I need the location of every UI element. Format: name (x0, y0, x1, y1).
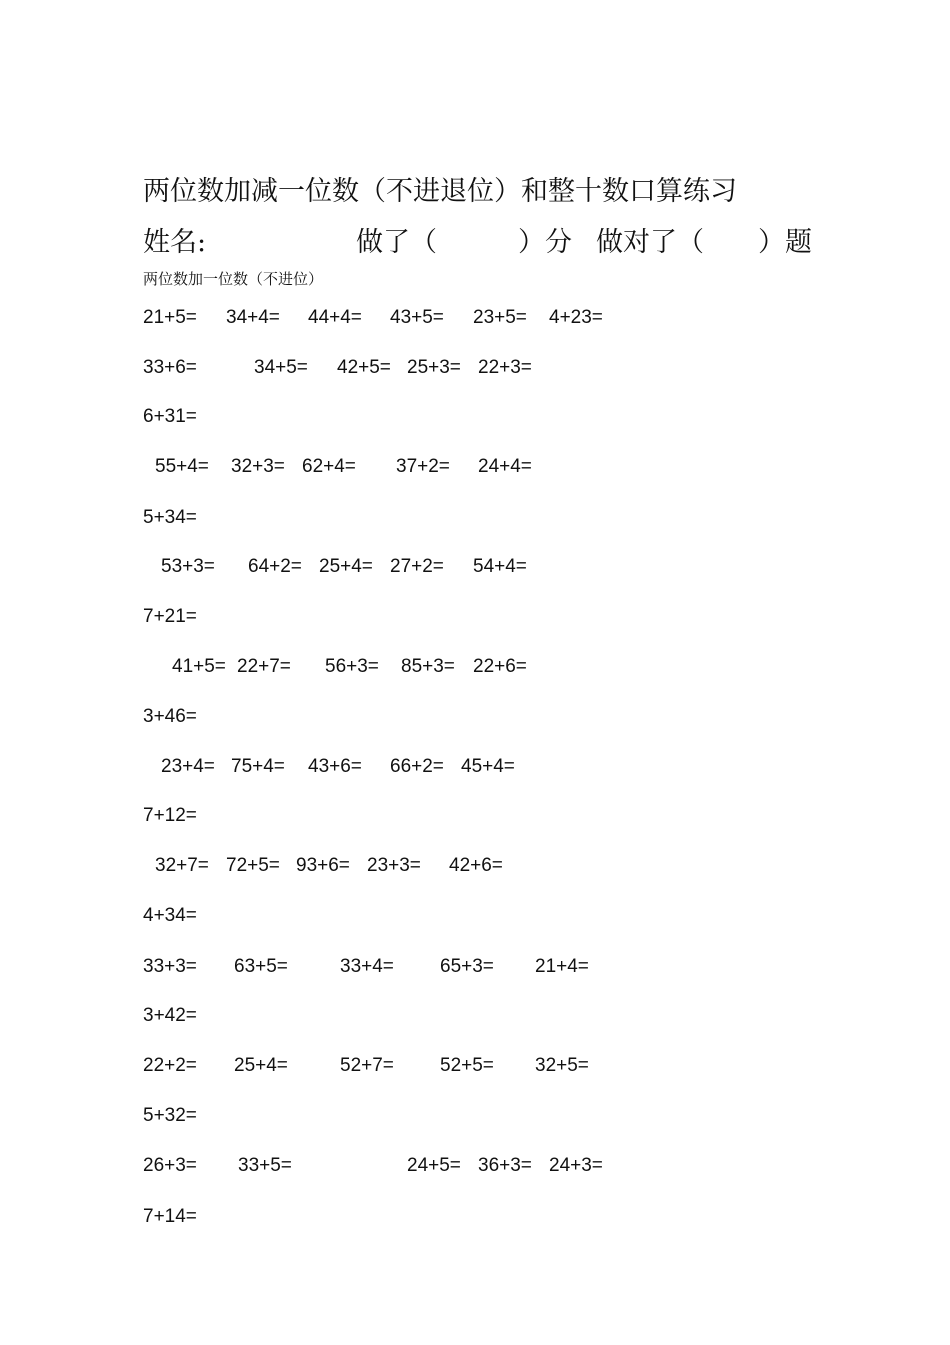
math-problem: 23+3= (367, 855, 421, 876)
math-problem: 4+23= (549, 307, 603, 328)
math-problem: 33+4= (340, 956, 394, 977)
problem-row (0, 853, 700, 879)
section-title: 两位数加一位数（不进位） (143, 270, 324, 288)
math-problem: 24+5= (407, 1155, 461, 1176)
problem-row (0, 554, 700, 580)
math-problem: 4+34= (143, 905, 197, 926)
math-problem: 22+2= (143, 1055, 197, 1076)
math-problem: 24+4= (478, 456, 532, 477)
math-problem: 52+5= (440, 1055, 494, 1076)
problem-row (0, 1003, 700, 1029)
math-problem: 26+3= (143, 1155, 197, 1176)
problem-row (0, 1204, 700, 1230)
math-problem: 54+4= (473, 556, 527, 577)
problem-row (0, 704, 700, 730)
math-problem: 33+5= (238, 1155, 292, 1176)
problem-row (0, 903, 700, 929)
problem-row (0, 654, 700, 680)
math-problem: 5+34= (143, 507, 197, 528)
problem-row (0, 1103, 700, 1129)
math-problem: 22+6= (473, 656, 527, 677)
math-problem: 56+3= (325, 656, 379, 677)
problem-row (0, 803, 700, 829)
math-problem: 22+3= (478, 357, 532, 378)
math-problem: 3+46= (143, 706, 197, 727)
math-problem: 27+2= (390, 556, 444, 577)
math-problem: 25+4= (234, 1055, 288, 1076)
math-problem: 23+4= (161, 756, 215, 777)
problem-row (0, 754, 700, 780)
math-problem: 34+4= (226, 307, 280, 328)
problem-row (0, 355, 700, 381)
math-problem: 62+4= (302, 456, 356, 477)
math-problem: 33+6= (143, 357, 197, 378)
math-problem: 6+31= (143, 406, 197, 427)
math-problem: 41+5= (172, 656, 226, 677)
math-problem: 32+7= (155, 855, 209, 876)
math-problem: 63+5= (234, 956, 288, 977)
math-problem: 32+3= (231, 456, 285, 477)
math-problem: 37+2= (396, 456, 450, 477)
math-problem: 42+6= (449, 855, 503, 876)
page-title: 两位数加减一位数（不进退位）和整十数口算练习 (143, 176, 737, 207)
math-problem: 34+5= (254, 357, 308, 378)
problem-row (0, 604, 700, 630)
math-problem: 43+5= (390, 307, 444, 328)
math-problem: 25+4= (319, 556, 373, 577)
math-problem: 55+4= (155, 456, 209, 477)
math-problem: 25+3= (407, 357, 461, 378)
problem-row (0, 454, 700, 480)
math-problem: 44+4= (308, 307, 362, 328)
math-problem: 64+2= (248, 556, 302, 577)
math-problem: 7+12= (143, 805, 197, 826)
math-problem: 32+5= (535, 1055, 589, 1076)
math-problem: 52+7= (340, 1055, 394, 1076)
math-problem: 85+3= (401, 656, 455, 677)
math-problem: 23+5= (473, 307, 527, 328)
problem-row (0, 1053, 700, 1079)
problem-row (0, 954, 700, 980)
math-problem: 5+32= (143, 1105, 197, 1126)
math-problem: 72+5= (226, 855, 280, 876)
problem-row (0, 305, 700, 331)
math-problem: 43+6= (308, 756, 362, 777)
math-problem: 7+21= (143, 606, 197, 627)
math-problem: 93+6= (296, 855, 350, 876)
math-problem: 21+4= (535, 956, 589, 977)
math-problem: 22+7= (237, 656, 291, 677)
math-problem: 24+3= (549, 1155, 603, 1176)
math-problem: 65+3= (440, 956, 494, 977)
math-problem: 7+14= (143, 1206, 197, 1227)
problem-row (0, 404, 700, 430)
math-problem: 45+4= (461, 756, 515, 777)
math-problem: 21+5= (143, 307, 197, 328)
math-problem: 53+3= (161, 556, 215, 577)
math-problem: 36+3= (478, 1155, 532, 1176)
correct-count-label: 做对了（ ）题 (596, 227, 812, 258)
math-problem: 33+3= (143, 956, 197, 977)
math-problem: 3+42= (143, 1005, 197, 1026)
math-problem: 66+2= (390, 756, 444, 777)
name-label: 姓名: (143, 227, 207, 258)
done-score-label: 做了（ ）分 (356, 227, 572, 258)
problem-row (0, 505, 700, 531)
problem-row (0, 1153, 700, 1179)
math-problem: 42+5= (337, 357, 391, 378)
math-problem: 75+4= (231, 756, 285, 777)
